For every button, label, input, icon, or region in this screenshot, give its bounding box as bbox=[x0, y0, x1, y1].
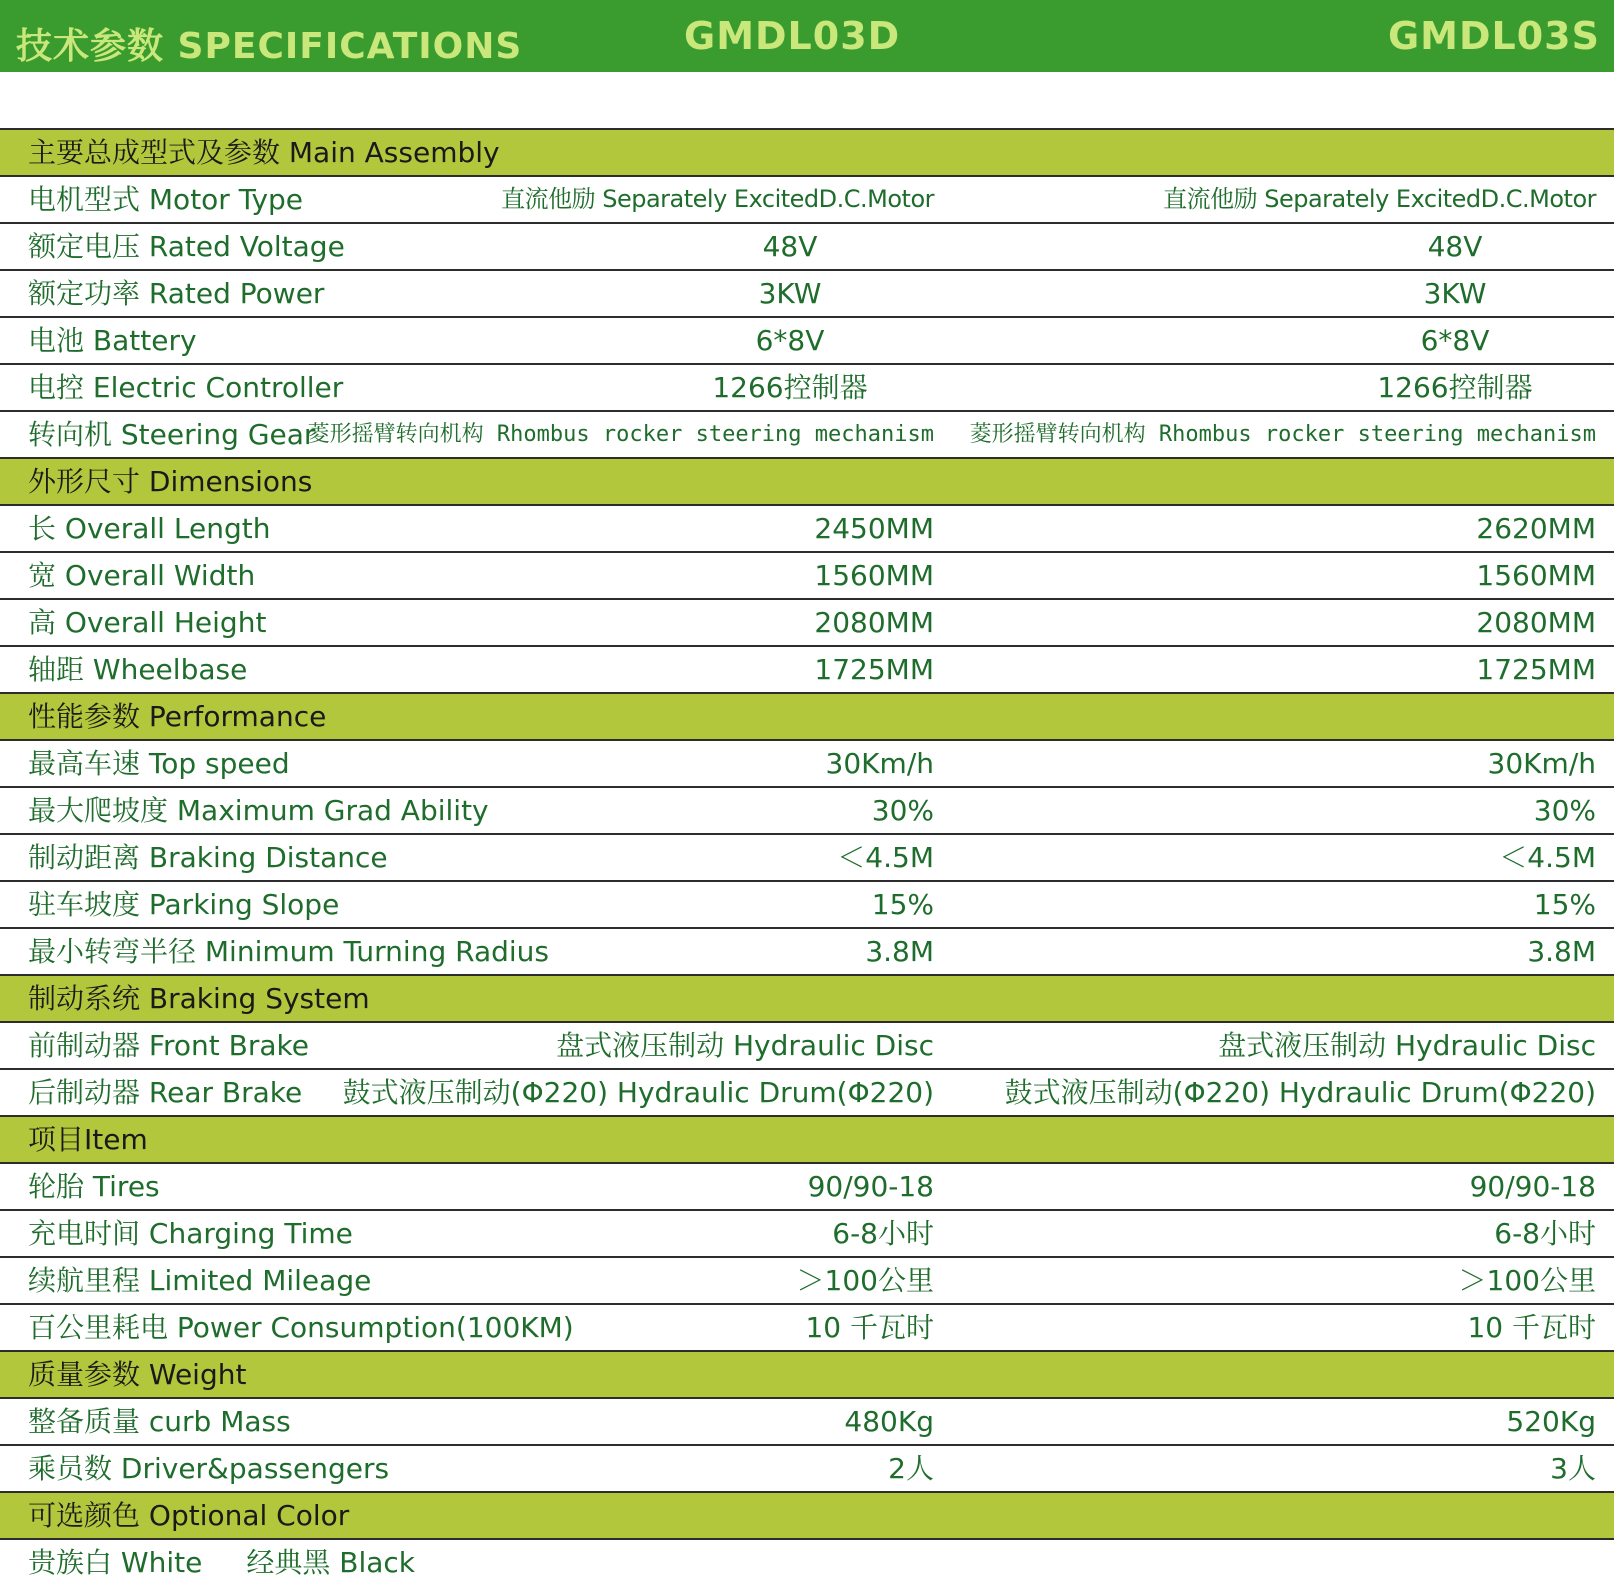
spec-value-model-1: 480Kg bbox=[844, 1405, 934, 1438]
spec-value-model-1: ＜4.5M bbox=[837, 841, 934, 874]
spec-label: 轴距 Wheelbase bbox=[28, 653, 248, 686]
spec-row bbox=[0, 177, 1614, 224]
spec-value-model-1: 10 千瓦时 bbox=[805, 1311, 934, 1344]
spec-value-model-2: 1266控制器 bbox=[1377, 371, 1533, 404]
spec-value-model-1: 6-8小时 bbox=[832, 1217, 934, 1250]
spec-label: 充电时间 Charging Time bbox=[28, 1217, 353, 1250]
spec-label: 驻车坡度 Parking Slope bbox=[28, 888, 340, 921]
spec-value-model-2: 3人 bbox=[1550, 1452, 1596, 1485]
color-options-row bbox=[0, 1540, 1614, 1585]
section-title: 可选颜色 Optional Color bbox=[28, 1499, 350, 1532]
spec-label: 宽 Overall Width bbox=[28, 559, 256, 592]
spec-label: 高 Overall Height bbox=[28, 606, 267, 639]
section-header bbox=[0, 130, 1614, 177]
spec-row bbox=[0, 600, 1614, 647]
spec-value-model-1: 1266控制器 bbox=[712, 371, 868, 404]
spec-row bbox=[0, 929, 1614, 976]
spec-label: 轮胎 Tires bbox=[28, 1170, 160, 1203]
spec-row bbox=[0, 835, 1614, 882]
spec-value-model-1: 1560MM bbox=[814, 559, 934, 592]
spec-label: 后制动器 Rear Brake bbox=[28, 1076, 303, 1109]
spec-row bbox=[0, 1258, 1614, 1305]
spec-value-model-1: 2080MM bbox=[814, 606, 934, 639]
section-title: 制动系统 Braking System bbox=[28, 982, 370, 1015]
color-options bbox=[28, 1540, 459, 1585]
spec-value-model-1: ＞100公里 bbox=[796, 1264, 934, 1297]
spec-value-model-1: 30% bbox=[871, 794, 934, 827]
spec-value-model-2: 1560MM bbox=[1476, 559, 1596, 592]
spec-label: 前制动器 Front Brake bbox=[28, 1029, 309, 1062]
spec-value-model-2: 48V bbox=[1427, 230, 1483, 263]
spec-value-model-2: 90/90-18 bbox=[1469, 1170, 1596, 1203]
spec-row bbox=[0, 788, 1614, 835]
section-title: 主要总成型式及参数 Main Assembly bbox=[28, 136, 500, 169]
spec-value-model-2: ＜4.5M bbox=[1499, 841, 1596, 874]
spec-value-model-1: 直流他励 Separately ExcitedD.C.Motor bbox=[501, 185, 934, 213]
spec-row bbox=[0, 1164, 1614, 1211]
spec-value-model-1: 3KW bbox=[758, 277, 822, 310]
spec-value-model-1: 30Km/h bbox=[825, 747, 934, 780]
section-header bbox=[0, 1493, 1614, 1540]
spec-value-model-2: 直流他励 Separately ExcitedD.C.Motor bbox=[1163, 185, 1596, 213]
spec-value-model-2: 鼓式液压制动(Φ220) Hydraulic Drum(Φ220) bbox=[1004, 1076, 1596, 1109]
spec-value-model-2: 菱形摇臂转向机构 Rhombus rocker steering mechanism bbox=[969, 422, 1596, 447]
spec-label: 电机型式 Motor Type bbox=[28, 183, 304, 216]
section-header bbox=[0, 1117, 1614, 1164]
spec-value-model-1: 鼓式液压制动(Φ220) Hydraulic Drum(Φ220) bbox=[342, 1076, 934, 1109]
section-header bbox=[0, 1352, 1614, 1399]
section-title: 质量参数 Weight bbox=[28, 1358, 247, 1391]
spec-label: 额定电压 Rated Voltage bbox=[28, 230, 345, 263]
spec-label: 百公里耗电 Power Consumption(100KM) bbox=[28, 1311, 574, 1344]
spec-row bbox=[0, 224, 1614, 271]
spec-label: 额定功率 Rated Power bbox=[28, 277, 325, 310]
header-bar bbox=[0, 0, 1614, 72]
spec-label: 电池 Battery bbox=[28, 324, 197, 357]
spec-row bbox=[0, 506, 1614, 553]
spec-value-model-2: ＞100公里 bbox=[1458, 1264, 1596, 1297]
spec-value-model-1: 90/90-18 bbox=[807, 1170, 934, 1203]
spec-value-model-2: 30Km/h bbox=[1487, 747, 1596, 780]
spec-value-model-2: 15% bbox=[1533, 888, 1596, 921]
spec-row bbox=[0, 1211, 1614, 1258]
spec-label: 电控 Electric Controller bbox=[28, 371, 344, 404]
spec-value-model-1: 盘式液压制动 Hydraulic Disc bbox=[556, 1029, 934, 1062]
spec-value-model-2: 30% bbox=[1533, 794, 1596, 827]
spec-label: 长 Overall Length bbox=[28, 512, 271, 545]
spec-value-model-1: 6*8V bbox=[755, 324, 825, 357]
spec-value-model-1: 1725MM bbox=[814, 653, 934, 686]
section-header bbox=[0, 459, 1614, 506]
color-option: 贵族白 White bbox=[28, 1546, 203, 1579]
section-header bbox=[0, 694, 1614, 741]
spec-value-model-2: 1725MM bbox=[1476, 653, 1596, 686]
section-header bbox=[0, 976, 1614, 1023]
spec-value-model-1: 48V bbox=[762, 230, 818, 263]
spec-row bbox=[0, 1070, 1614, 1117]
spec-row bbox=[0, 1446, 1614, 1493]
spec-value-model-2: 10 千瓦时 bbox=[1467, 1311, 1596, 1344]
spec-value-model-2: 2080MM bbox=[1476, 606, 1596, 639]
model-1-heading: GMDL03D bbox=[684, 14, 901, 58]
spec-value-model-2: 2620MM bbox=[1476, 512, 1596, 545]
spec-label: 最小转弯半径 Minimum Turning Radius bbox=[28, 935, 550, 968]
spec-label: 最高车速 Top speed bbox=[28, 747, 290, 780]
spec-value-model-2: 6*8V bbox=[1420, 324, 1490, 357]
spec-row bbox=[0, 412, 1614, 459]
spec-value-model-1: 2人 bbox=[888, 1452, 934, 1485]
spec-label: 最大爬坡度 Maximum Grad Ability bbox=[28, 794, 489, 827]
spec-value-model-2: 520Kg bbox=[1506, 1405, 1596, 1438]
spec-row bbox=[0, 553, 1614, 600]
spec-row bbox=[0, 1399, 1614, 1446]
page-title: 技术参数 SPECIFICATIONS bbox=[16, 26, 523, 67]
spec-row bbox=[0, 318, 1614, 365]
section-title: 性能参数 Performance bbox=[28, 700, 327, 733]
spec-value-model-1: 2450MM bbox=[814, 512, 934, 545]
model-2-heading: GMDL03S bbox=[1387, 14, 1600, 58]
color-option: 经典黑 Black bbox=[246, 1546, 415, 1579]
spec-label: 制动距离 Braking Distance bbox=[28, 841, 388, 874]
spec-row bbox=[0, 882, 1614, 929]
spec-label: 转向机 Steering Gear bbox=[28, 418, 316, 451]
spec-label: 续航里程 Limited Mileage bbox=[28, 1264, 372, 1297]
spec-row bbox=[0, 1305, 1614, 1352]
section-title: 项目Item bbox=[28, 1123, 148, 1156]
spec-label: 乘员数 Driver&passengers bbox=[28, 1452, 390, 1485]
spec-value-model-1: 菱形摇臂转向机构 Rhombus rocker steering mechanism bbox=[307, 422, 934, 447]
spec-value-model-2: 3.8M bbox=[1527, 935, 1596, 968]
spec-row bbox=[0, 365, 1614, 412]
spec-table bbox=[0, 128, 1614, 1585]
spec-row bbox=[0, 741, 1614, 788]
spec-label: 整备质量 curb Mass bbox=[28, 1405, 291, 1438]
spec-row bbox=[0, 271, 1614, 318]
spec-value-model-2: 3KW bbox=[1423, 277, 1487, 310]
spec-value-model-2: 6-8小时 bbox=[1494, 1217, 1596, 1250]
spec-value-model-2: 盘式液压制动 Hydraulic Disc bbox=[1218, 1029, 1596, 1062]
spec-value-model-1: 15% bbox=[871, 888, 934, 921]
spec-value-model-1: 3.8M bbox=[865, 935, 934, 968]
spec-row bbox=[0, 1023, 1614, 1070]
spec-row bbox=[0, 647, 1614, 694]
section-title: 外形尺寸 Dimensions bbox=[28, 465, 313, 498]
